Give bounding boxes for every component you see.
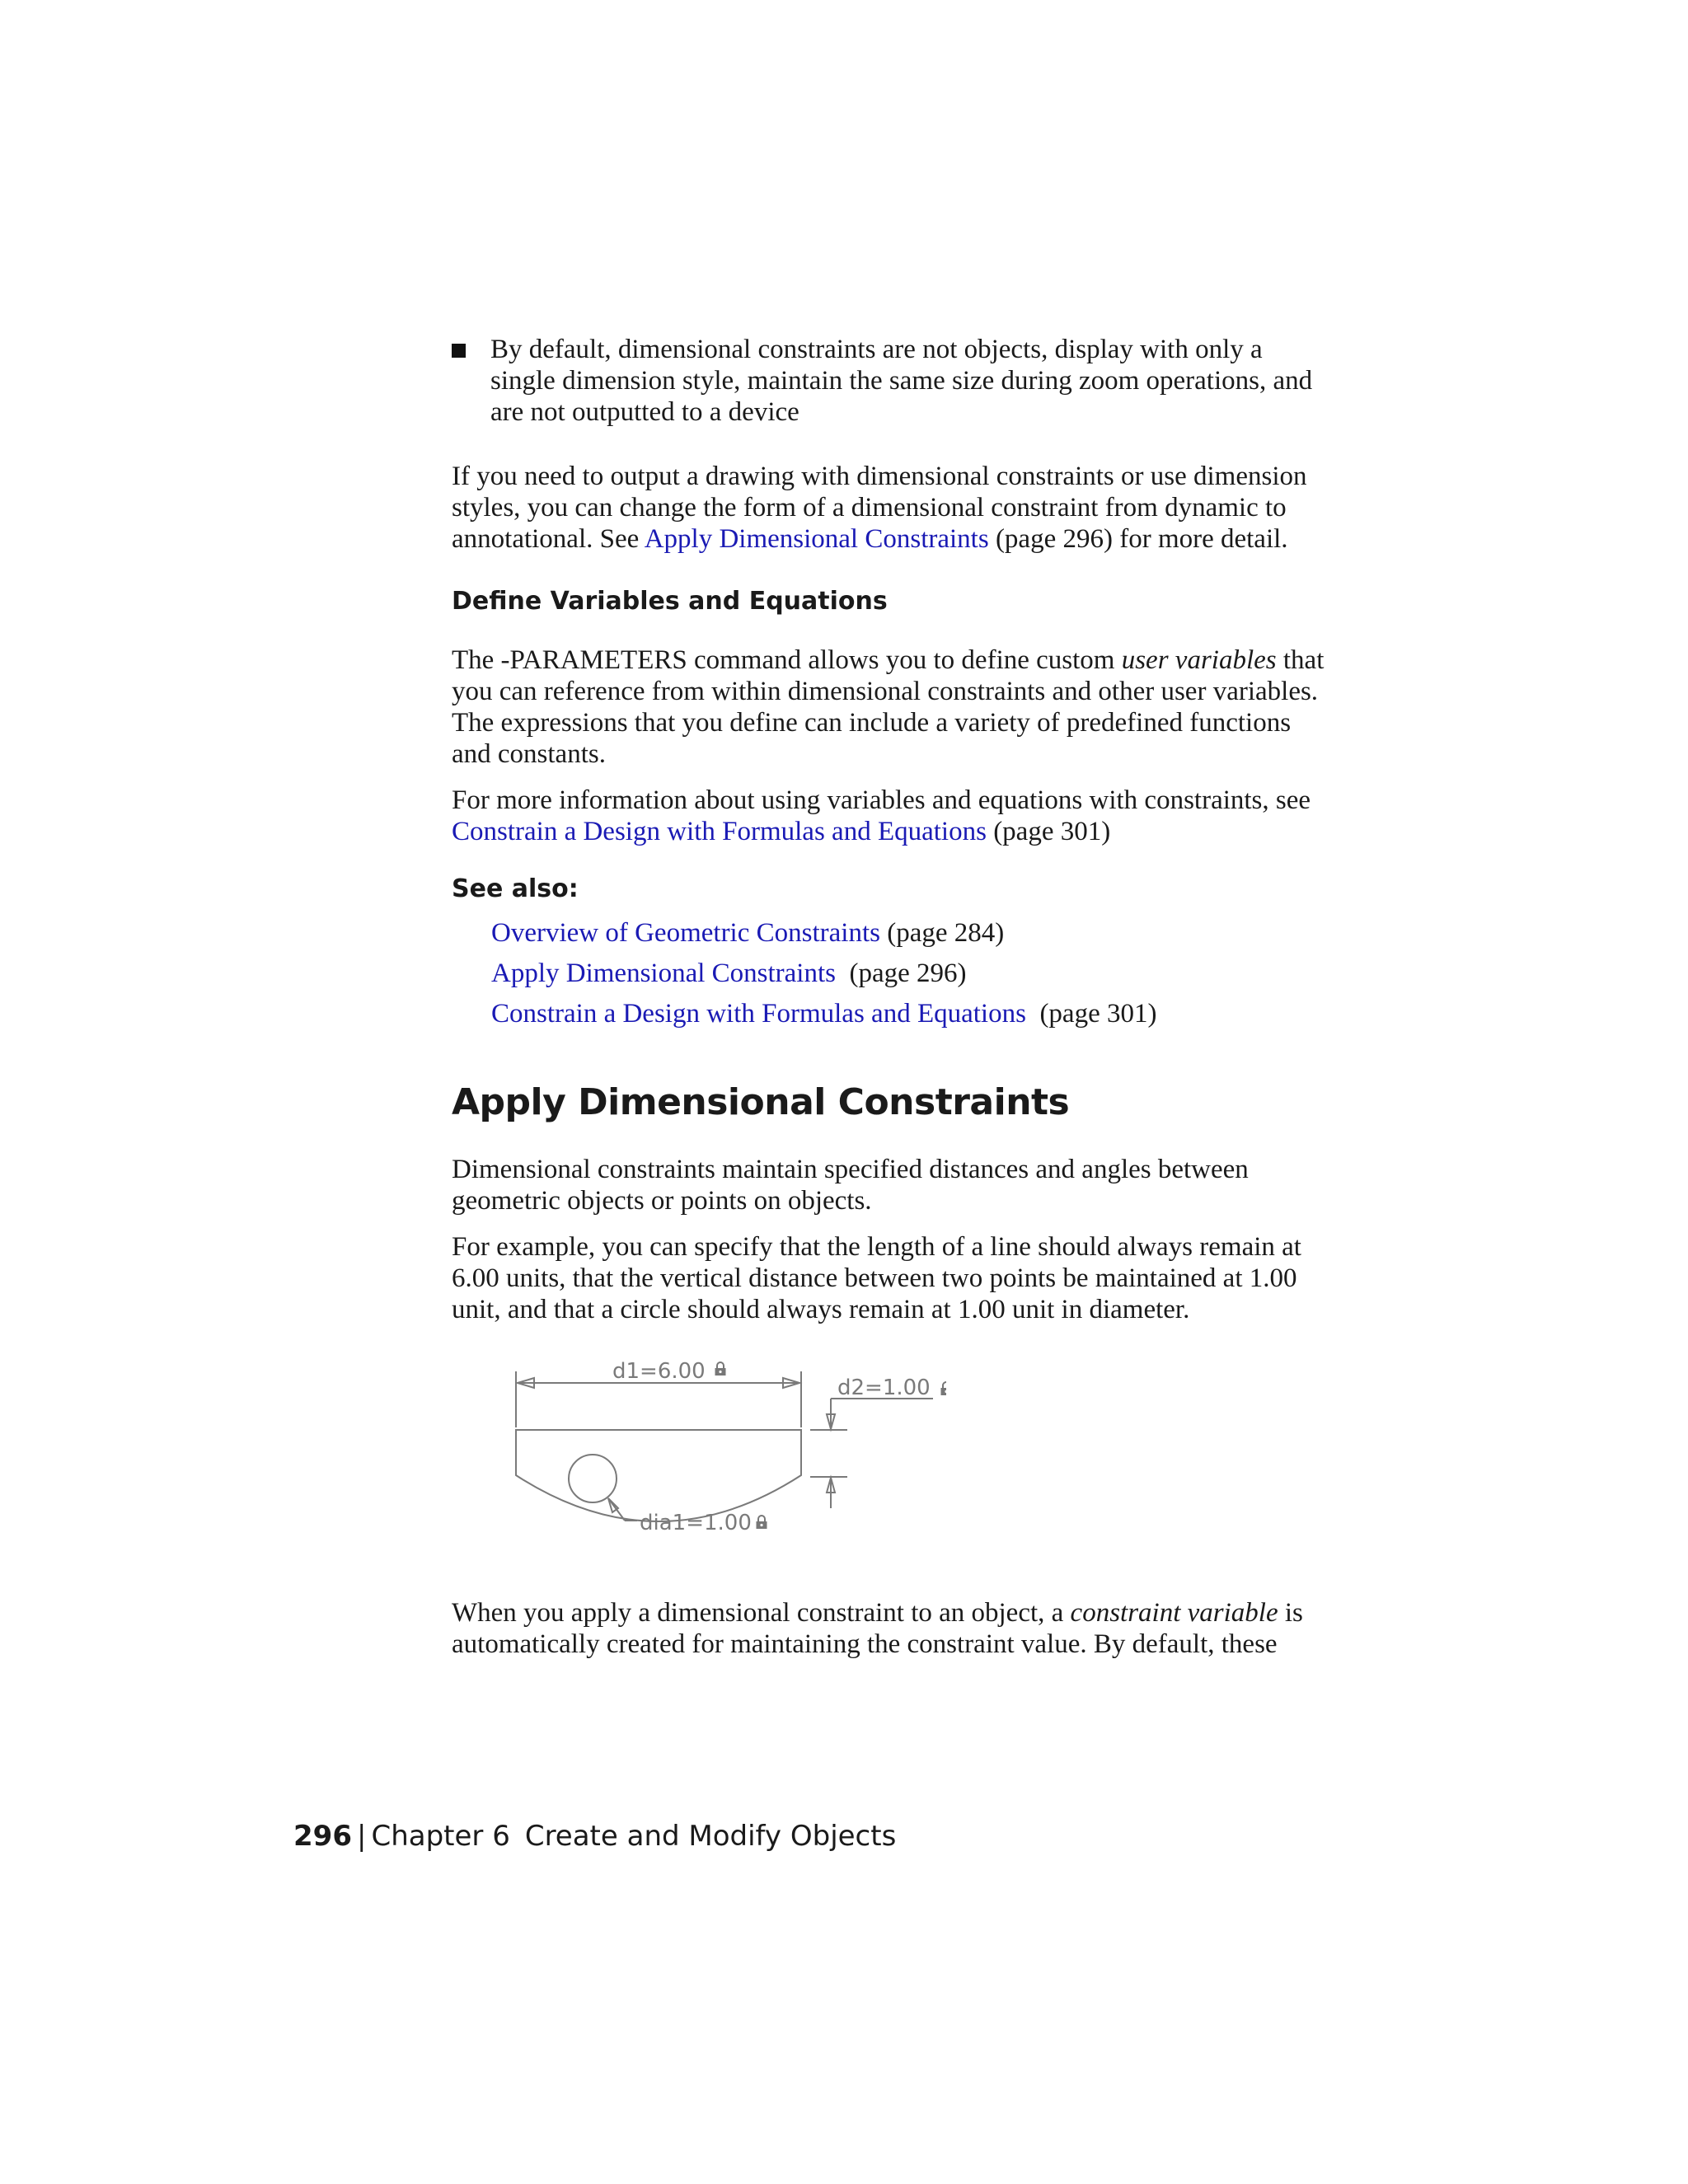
lock-icon <box>715 1362 726 1376</box>
page-number: 296 <box>293 1820 352 1853</box>
intro-paragraph <box>452 461 1334 555</box>
apply-paragraph-3 <box>452 1597 1334 1660</box>
segment-shape <box>516 1430 801 1521</box>
dia1-label: dia1=1.00 <box>640 1511 752 1535</box>
see-also-page: (page 296) <box>835 958 967 988</box>
constraint-diagram <box>452 1353 946 1576</box>
link-apply-dimensional-constraints-2[interactable]: Apply Dimensional Constraints <box>491 958 836 988</box>
see-also-page: (page 301) <box>1025 999 1157 1029</box>
define-paragraph-1 <box>452 644 1334 770</box>
apply-p3-before: When you apply a dimensional constraint to an object, a <box>452 1598 1071 1628</box>
constraint-figure <box>452 1353 1334 1579</box>
link-constrain-design-formulas-2[interactable]: Constrain a Design with Formulas and Equations <box>491 999 1026 1029</box>
heading-see-also: See also: <box>452 874 579 903</box>
page-content <box>452 334 1334 1660</box>
page-footer <box>293 1820 896 1853</box>
link-apply-dimensional-constraints[interactable]: Apply Dimensional Constraints <box>644 524 989 554</box>
footer-separator: | <box>356 1820 367 1853</box>
see-also-list <box>452 917 1334 1029</box>
footer-chapter-title: Create and Modify Objects <box>524 1820 897 1853</box>
footer-chapter: Chapter 6 <box>371 1820 510 1853</box>
define-paragraph-2 <box>452 785 1334 847</box>
see-also-page: (page 284) <box>879 918 1005 948</box>
apply-paragraph-2: For example, you can specify that the length of a line should always remain at 6.00 units, that the vertical distance between two points be maintained at 1.00 unit, and that a circle should always remain at 1.00 unit in diameter. <box>452 1232 1301 1324</box>
define-p1-emphasis: user variables <box>1121 645 1277 675</box>
heading-apply-dimensional-constraints: Apply Dimensional Constraints <box>452 1081 1070 1123</box>
define-p2-after: (page 301) <box>986 817 1111 846</box>
see-also-item <box>491 998 1334 1029</box>
intro-text-after: (page 296) for more detail. <box>988 524 1288 554</box>
intro-text-before: If you need to output a drawing with dimensional constraints or use dimension styles, you can change the form of a dimensional constraint from dynamic to annotational. See <box>452 462 1307 554</box>
d2-label: d2=1.00 <box>837 1376 931 1400</box>
link-constrain-design-formulas[interactable]: Constrain a Design with Formulas and Equations <box>452 817 987 846</box>
see-also-item <box>491 917 1334 949</box>
apply-paragraph-1: Dimensional constraints maintain specified distances and angles between geometric objects or points on objects. <box>452 1155 1249 1216</box>
bullet-text: By default, dimensional constraints are not objects, display with only a single dimension style, maintain the same size during zoom operations, and are not outputted to a device <box>490 335 1313 427</box>
apply-p3-emphasis: constraint variable <box>1070 1598 1278 1628</box>
apply-p3-after: is automatically created for maintaining the constraint value. By default, these <box>452 1598 1303 1659</box>
hole-circle <box>569 1455 617 1502</box>
define-p2-before: For more information about using variables and equations with constraints, see <box>452 785 1311 815</box>
define-p1-before: The -PARAMETERS command allows you to define custom <box>452 645 1122 675</box>
bullet-item <box>452 334 1334 428</box>
see-also-item <box>491 958 1334 989</box>
lock-icon <box>757 1516 767 1529</box>
d1-label: d1=6.00 <box>612 1359 706 1384</box>
define-p1-after: that you can reference from within dimensional constraints and other user variables. The expressions that you define can include a variety of predefined functions and constants. <box>452 645 1325 769</box>
bullet-square-icon <box>452 344 466 358</box>
link-overview-geometric-constraints[interactable]: Overview of Geometric Constraints <box>491 918 880 948</box>
lock-icon <box>941 1382 947 1395</box>
heading-define-variables: Define Variables and Equations <box>452 587 888 616</box>
